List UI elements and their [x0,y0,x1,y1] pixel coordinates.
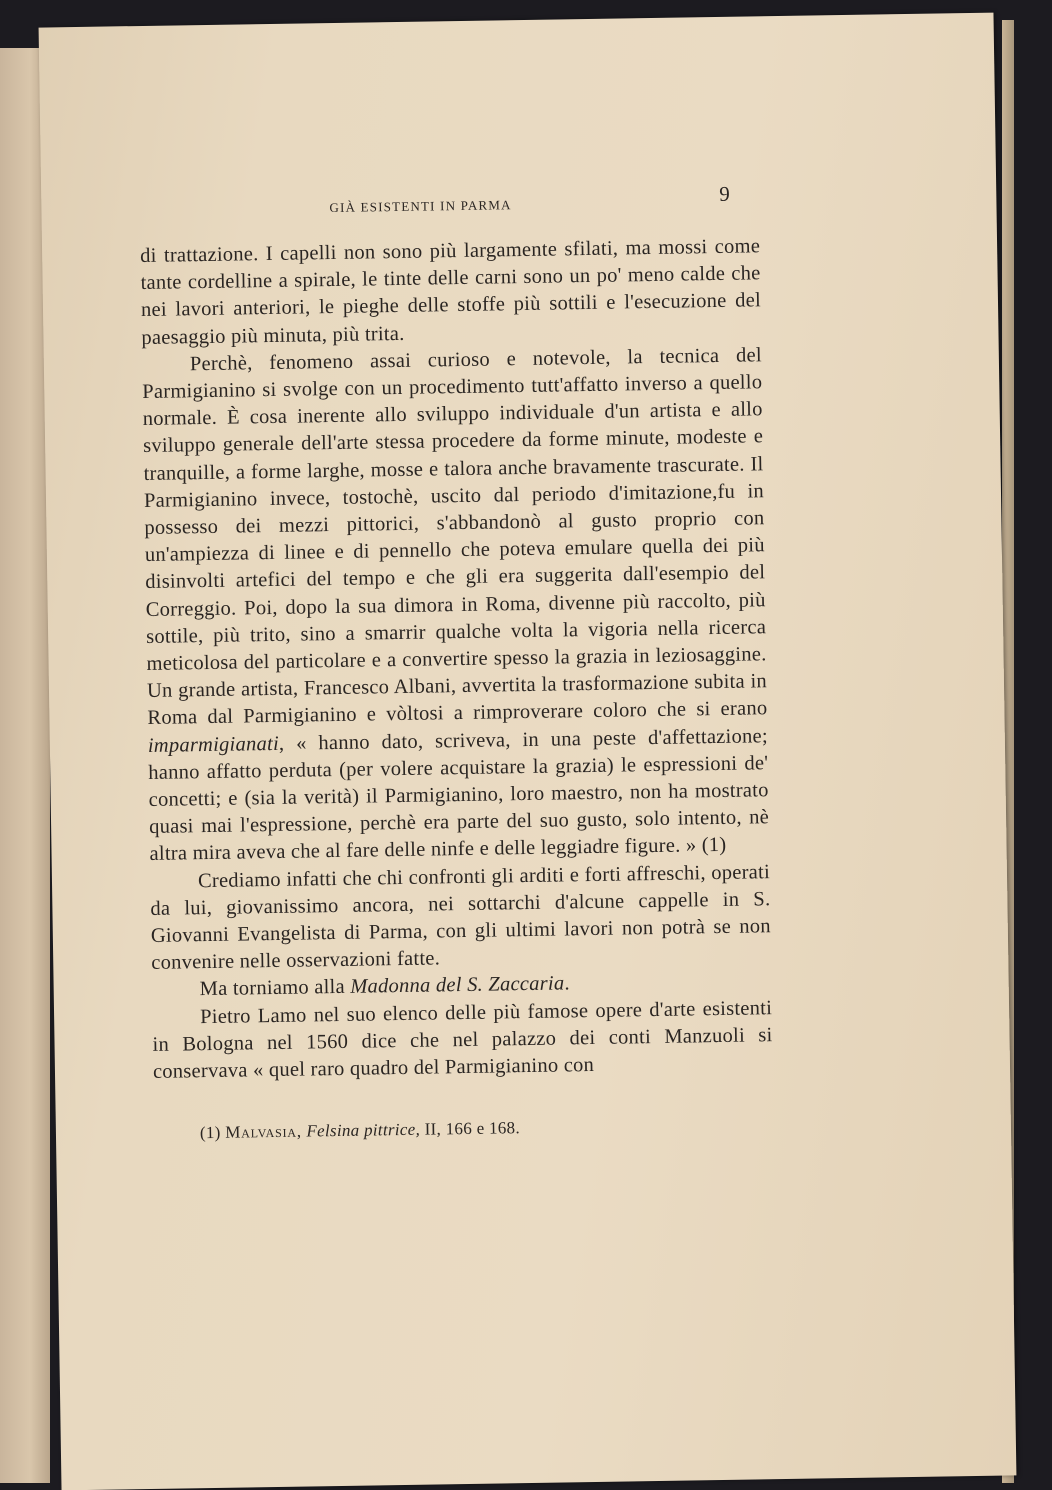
book-page [39,13,1017,1490]
footnote [154,1114,774,1144]
footnote-author: Malvasia, [225,1121,302,1143]
paragraph-4-text-b: . [564,972,570,995]
body-text [140,233,773,1086]
page-number: 9 [719,181,730,206]
paragraph-4-text-a: Ma torniamo alla [199,976,351,1001]
footnote-title: Felsina pittrice, [306,1120,421,1141]
paragraph-5: Pietro Lamo nel suo elenco delle più famose opere d'arte esistenti in Bologna nel 1560 dice che nel palazzo dei conti Manzuoli si conservava « quel raro quadro del Parmigianino con [152,996,773,1084]
running-head [139,181,759,221]
page-content [139,181,774,1144]
paragraph-3: Crediamo infatti che chi confronti gli arditi e forti affreschi, operati da lui, giovanissimo ancora, nei sottarchi d'alcune cappelle in S. Giovanni Evangelista di Parma, con gli ultimi lavori non potrà se non convenire nelle osservazioni fatte. [150,860,771,975]
running-title: GIÀ ESISTENTI IN PARMA [329,197,512,216]
paragraph-2-italic: imparmigianati [147,732,280,757]
paragraph-2-text-a: Perchè, fenomeno assai curioso e notevole, la tecnica del Parmigianino si svolge con un procedimento tutt'affatto inverso a quello normale. È cosa inerente allo sviluppo individuale d'un artista e allo sviluppo generale dell'arte stessa procedere da forme minute, modeste e tranquille, a forme larghe, mosse e talora anche bravamente trascurate. Il Parmigianino invece, tostochè, uscito dal periodo d'imitazione,fu in possesso dei mezzi pittorici, s'abbandonò al gusto proprio con un'ampiezza di linee e di pennello che poteva emulare quella dei più disinvolti artefici del tempo e che gli era suggerita dall'esempio del Correggio. Poi, dopo la sua dimora in Roma, divenne più raccolto, più sottile, più trito, sino a smarrir qualche volta la vigoria nella ricerca meticolosa del particolare e a convertire spesso la grazia in leziosaggine. Un grande artista, Francesco Albani, avvertita la trasformazione subita in Roma dal Parmigianino e vòltosi a rimproverare coloro che si erano [142,344,768,730]
paragraph-2 [142,342,770,869]
paragraph-2-text-b: , « hanno dato, scriveva, in una peste d'affettazione; hanno affatto perduta (per volere acquistare la grazia) le espressioni de' concetti; e (sia la verità) il Parmigianino, loro maestro, non ha mostrato quasi mai l'espressione, perchè era parte del suo gusto, solo intento, nè altra mira aveva che al fare delle ninfe e delle leggiadre figure. » (1) [148,724,770,866]
paragraph-4-italic: Madonna del S. Zaccaria [350,972,565,999]
footnote-rest: II, 166 e 168. [424,1118,521,1139]
footnote-marker: (1) [199,1123,221,1143]
paragraph-1: di trattazione. I capelli non sono più largamente sfilati, ma mossi come tante cordelline a spirale, le tinte delle carni sono un po' meno calde che nei lavori anteriori, le pieghe delle stoffe più sottili e l'esecuzione del paesaggio più minuta, più trita. [139,235,762,349]
